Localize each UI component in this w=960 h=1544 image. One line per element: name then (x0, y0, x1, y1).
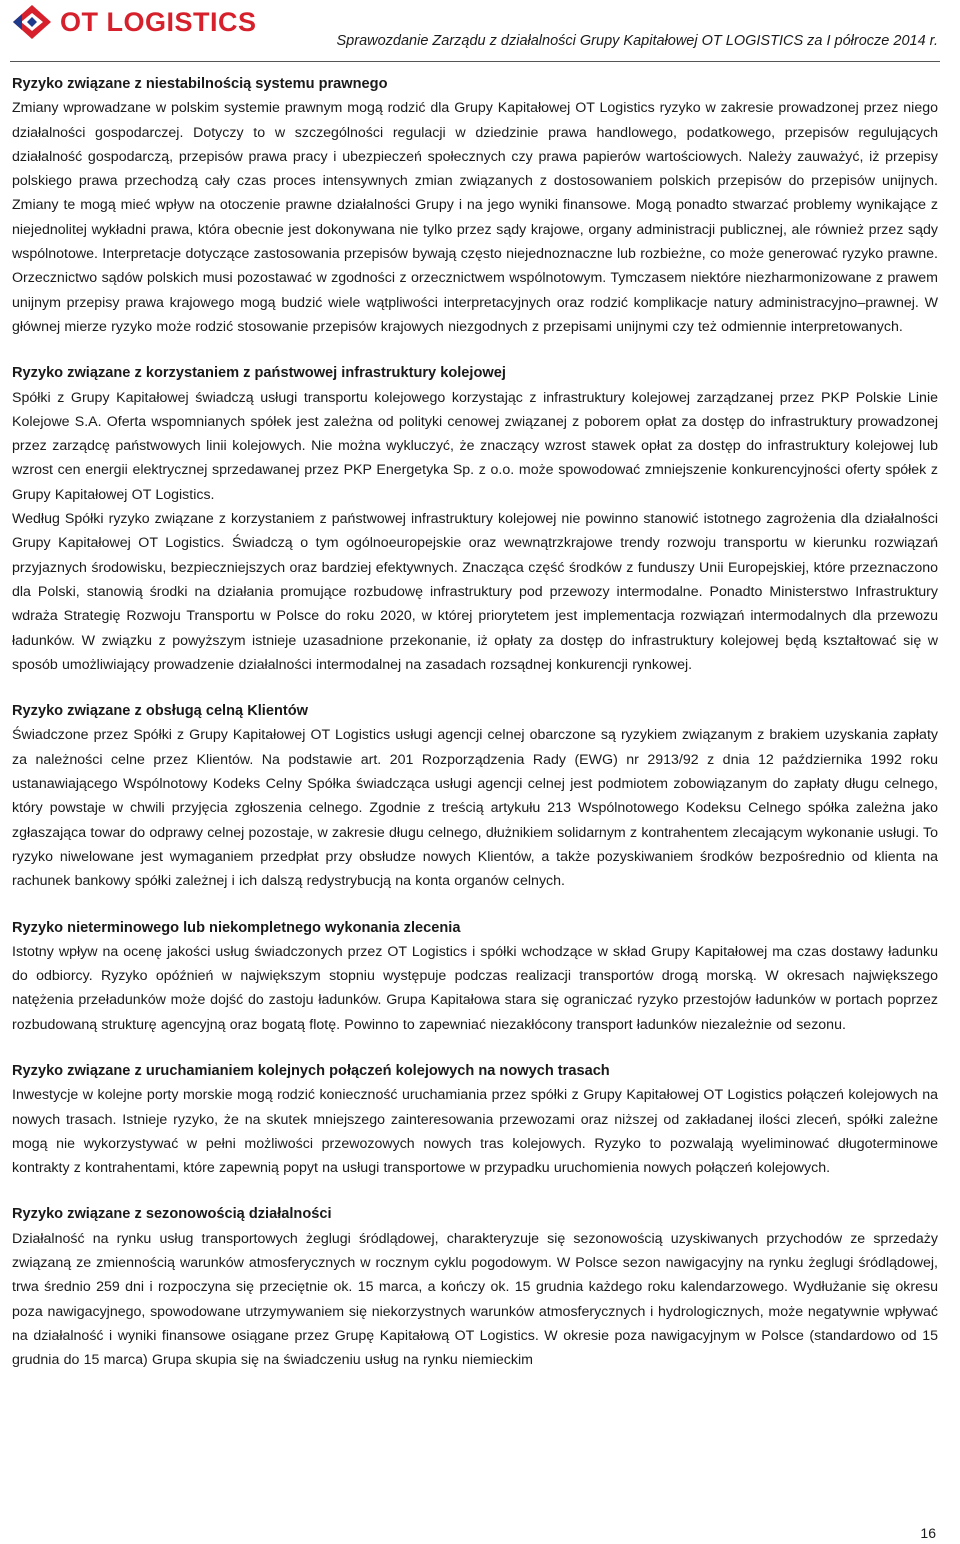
document-body (12, 72, 938, 1395)
page-header (0, 0, 960, 64)
section-paragraph: Zmiany wprowadzane w polskim systemie prawnym mogą rodzić dla Grupy Kapitałowej OT Logistics ryzyko w zakresie prowadzonej przez niego działalności gospodarczej. Dotyczy to w szczególności regulacji w dziedzinie prawa handlowego, podatkowego, przepisów regulujących działalność gospodarczą, przepisów prawa pracy i ubezpieczeń społecznych czy prawa papierów wartościowych. Należy zauważyć, iż przepisy polskiego prawa przechodzą cały czas proces intensywnych zmian związanych z dostosowaniem polskich przepisów do przepisów unijnych. Zmiany te mogą mieć wpływ na otoczenie prawne działalności Grupy i na jego wyniki finansowe. Mogą ponadto stwarzać problemy wynikające z niejednolitej wykładni prawa, która obecnie jest dokonywana nie tylko przez sądy krajowe, organy administracji publicznej, ale również przez sądy wspólnotowe. Interpretacje dotyczące zastosowania przepisów bywają często niejednoznaczne lub rozbieżne, co może generować ryzyko prawne. Orzecznictwo sądów polskich musi pozostawać w zgodności z orzecznictwem wspólnotowym. Tymczasem niektóre niezharmonizowane z prawem unijnym przepisy prawa krajowego mogą budzić wiele wątpliwości interpretacyjnych oraz rodzić komplikacje natury administracyjno–prawnej. W głównej mierze ryzyko może rodzić stosowanie przepisów krajowych niezgodnych z przepisami unijnymi czy też odmiennie interpretowanych. (12, 100, 938, 335)
risk-section (12, 699, 938, 893)
header-divider (10, 61, 940, 62)
section-paragraph: Działalność na rynku usług transportowych żeglugi śródlądowej, charakteryzuje się sezonowością uzyskiwanych przychodów ze sprzedaży związaną ze zmiennością warunków atmosferycznych w rocznym cyklu pogodowym. W Polsce sezon nawigacyjny na rynku żeglugi śródlądowej, trwa średnio 259 dni i rozpoczyna się przeciętnie ok. 15 marca, a kończy ok. 15 grudnia każdego roku kalendarzowego. Wydłużanie się okresu poza nawigacyjnego, spowodowane utrzymywaniem się niekorzystnych warunków atmosferycznych i hydrologicznych, może negatywnie wpływać na działalność i wyniki finansowe osiągane przez Grupę Kapitałową OT Logistics. W okresie poza nawigacyjnym w Polsce (standardowo od 15 grudnia do 15 marca) Grupa skupia się na świadczeniu usług na rynku niemieckim (12, 1230, 938, 1369)
section-heading: Ryzyko związane z obsługą celną Klientów (12, 703, 309, 720)
risk-section (12, 1202, 938, 1372)
section-heading: Ryzyko nieterminowego lub niekompletnego wykonania zlecenia (12, 919, 461, 936)
section-paragraph: Według Spółki ryzyko związane z korzystaniem z państwowej infrastruktury kolejowej nie powinno stanowić istotnego zagrożenia dla działalności Grupy Kapitałowej OT Logistics. Świadczą o tym ogólnoeuropejskie oraz wewnątrzkrajowe trendy rozwoju transportu w kierunku rozwiązań przyjaznych środowisku, bezpieczniejszych oraz bardziej efektywnych. Znacząca część środków z funduszy Unii Europejskiej, które przeznaczono dla Polski, stanowią środki na działania promujące rozbudowę infrastruktury pod przewozy intermodalne. Ponadto Ministerstwo Infrastruktury wdraża Strategię Rozwoju Transportu w Polsce do roku 2020, w której priorytetem jest implementacja rozwiązań intermodalnych dla przewozu ładunków. W związku z powyższym istnieje uzasadnione przekonanie, iż opłaty za dostęp do infrastruktury kolejowej będą kształtować się w sposób umożliwiający prowadzenie działalności intermodalnej na zasadach rozsądnej konkurencji rynkowej. (12, 511, 938, 673)
company-logo (10, 4, 257, 40)
page-number: 16 (920, 1525, 936, 1541)
section-heading: Ryzyko związane z korzystaniem z państwowej infrastruktury kolejowej (12, 365, 506, 382)
report-title: Sprawozdanie Zarządu z działalności Grupy Kapitałowej OT LOGISTICS za I półrocze 2014 r. (336, 33, 938, 49)
section-paragraph: Świadczone przez Spółki z Grupy Kapitałowej OT Logistics usługi agencji celnej obarczone są ryzykiem związanym z brakiem uzyskania zapłaty za należności celne przez Klientów. Na podstawie art. 201 Rozporządzenia Rady (EWG) nr 2913/92 z dnia 12 października 1992 roku ustanawiającego Wspólnotowy Kodeks Celny Spółka świadcząca usługi agencji celnej jest podmiotem zobowiązanym do zapłaty długu celnego, który powstaje w chwili przyjęcia zgłoszenia celnego. Zgodnie z treścią artykułu 213 Wspólnotowego Kodeksu Celnego spółka zależna jako zgłaszająca towar do odprawy celnej pozostaje, w zakresie długu celnego, dłużnikiem solidarnym z kontrahentem zlecającym wykonanie usługi. To ryzyko niwelowane jest wymaganiem przedpłat przy obsłudze nowych Klientów, a także pozyskiwaniem środków bezpośrednio od klienta na rachunek bankowy spółki zależnej i ich dalszą redystrybucją na konta organów celnych. (12, 727, 938, 890)
section-paragraph: Spółki z Grupy Kapitałowej świadczą usługi transportu kolejowego korzystając z infrastruktury kolejowej zarządzanej przez PKP Polskie Linie Kolejowe S.A. Oferta wspomnianych spółek jest zależna od polityki cenowej związanej z poborem opłat za dostęp do infrastruktury prowadzonej przez zarządcę państwowych linii kolejowych. Nie można wykluczyć, że znaczący wzrost stawek opłat za dostęp do infrastruktury kolejowej lub wzrost cen energii elektrycznej sprzedawanej przez PKP Energetyka Sp. z o.o. może spowodować zmniejszenie konkurencyjności oferty spółek z Grupy Kapitałowej OT Logistics. (12, 389, 938, 503)
risk-section (12, 916, 938, 1037)
section-heading: Ryzyko związane z niestabilnością systemu prawnego (12, 76, 388, 92)
logo-text: OT LOGISTICS (60, 6, 257, 37)
section-heading: Ryzyko związane z uruchamianiem kolejnych połączeń kolejowych na nowych trasach (12, 1062, 610, 1079)
section-paragraph: Inwestycje w kolejne porty morskie mogą rodzić konieczność uruchamiania przez spółki z Grupy Kapitałowej OT Logistics połączeń kolejowych na nowych trasach. Istnieje ryzyko, że na skutek mniejszego zainteresowania przewozami oraz niższej od zakładanej ilości zleceń, spółki zależne mogą nie wykorzystywać w pełni możliwości przewozowych nowych tras kolejowych. Ryzyko to pozwalają wyeliminować długoterminowe kontrakty z kontrahentami, które zapewnią popyt na usługi transportowe w przypadku uruchomienia nowych połączeń kolejowych. (12, 1087, 938, 1177)
logo-mark-icon (10, 4, 54, 40)
risk-section (12, 361, 938, 677)
risk-section (12, 1059, 938, 1180)
risk-section (12, 72, 938, 339)
section-paragraph: Istotny wpływ na ocenę jakości usług świadczonych przez OT Logistics i spółki wchodzące w skład Grupy Kapitałowej ma czas dostawy ładunku do odbiorcy. Ryzyko opóźnień w największym stopniu występuje podczas realizacji transportów drogą morską. W okresach największego natężenia przeładunków może dojść do zastoju ładunków. Grupa Kapitałowa stara się ograniczać ryzyko przestojów ładunków w portach poprzez rozbudowaną strukturę agencyjną oraz bogatą flotę. Powinno to zapewniać niezakłócony transport ładunków niezależnie od sezonu. (12, 943, 938, 1033)
section-heading: Ryzyko związane z sezonowością działalności (12, 1206, 332, 1223)
